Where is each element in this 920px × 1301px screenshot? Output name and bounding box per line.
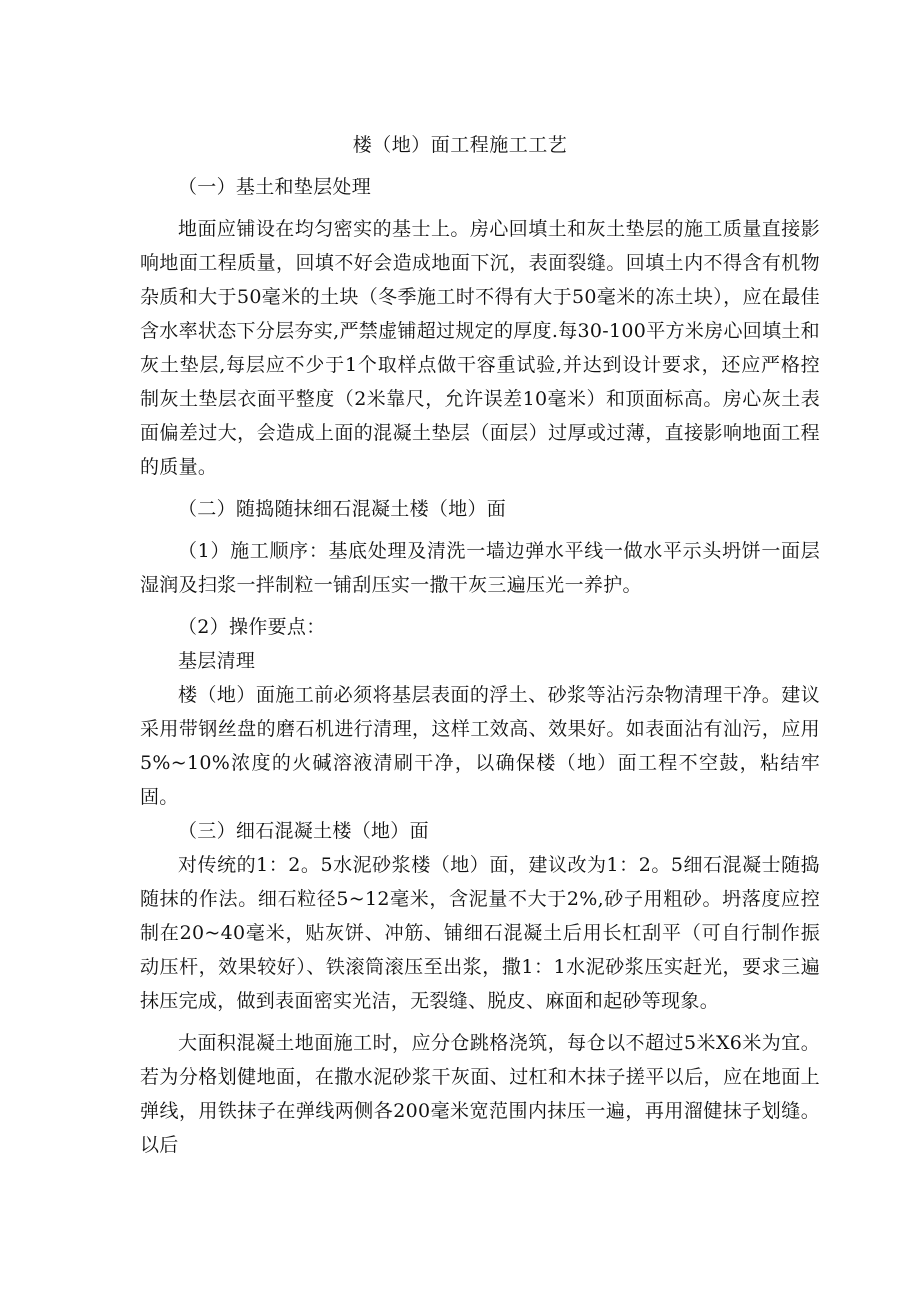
section-heading-2: （二）随捣随抹细石混凝土楼（地）面 [178,498,507,520]
paragraph-operation-points: （2）操作要点： [178,616,326,638]
paragraph-base-soil: 地面应铺设在均匀密实的基士上。房心回填土和灰土垫层的施工质量直接影响地面工程质量，回填不好会造成地面下沉，表面裂缝。回填土内不得含有机物杂质和大于50毫米的土块（冬季施工时不得有大于50毫米的冻土块），应在最佳含水率状态下分层夯实,严禁虚铺超过规定的厚度.每30-100平方米房心回填土和灰土垫层,每层应不少于1个取样点做干容重试验,并达到设计要求，还应严格控制灰土垫层衣面平整度（2米靠尺，允许误差10毫米）和顶面标高。房心灰土表面偏差过大，会造成上面的混凝土垫层（面层）过厚或过薄，直接影响地面工程的质量。 [140,218,820,478]
subheading-base-cleaning: 基层清理 [178,650,256,672]
paragraph-fine-stone-concrete: 对传统的1：2。5水泥砂浆楼（地）面，建议改为1：2。5细石混凝士随捣随抹的作法。细石粒径5~12毫米，含泥量不大于2%,砂子用粗砂。坍落度应控制在20~40毫米，贴灰饼、冲筋、铺细石混凝土后用长杠刮平（可自行制作振动压杆，效果较好）、铁滚筒滚压至出浆，撒1：1水泥砂浆压实赶光，要求三遍抹压完成，做到表面密实光洁，无裂缝、脱皮、麻面和起砂等现象。 [140,854,820,1012]
section-heading-3: （三）细石混凝土楼（地）面 [178,820,429,842]
paragraph-base-cleaning: 楼（地）面施工前必须将基层表面的浮土、砂浆等沾污杂物清理干净。建议采用带钢丝盘的磨石机进行清理，这样工效高、效果好。如表面沾有汕污，应用5%~10%浓度的火碱溶液清刷干净，以确保楼（地）面工程不空鼓，粘结牢固。 [140,684,820,808]
document-body [140,170,820,1162]
paragraph-large-area-concrete: 大面积混凝土地面施工时，应分仓跳格浇筑，每仓以不超过5米X6米为宜。若为分格划健地面，在撒水泥砂浆干灰面、过杠和木抹子搓平以后，应在地面上弹线，用铁抹子在弹线两侧各200毫米宽范围内抹压一遍，再用溜健抹子划缝。以后 [140,1032,820,1156]
document-title: 楼（地）面工程施工工艺 [352,134,568,156]
paragraph-construction-sequence: （1）施工顺序：基底处理及清洗一墙边弹水平线一做水平示头坍饼一面层湿润及扫浆一拌制粒一铺刮压实一撒干灰三遍压光一养护。 [140,540,820,596]
section-heading-1: （一）基土和垫层处理 [178,176,372,198]
